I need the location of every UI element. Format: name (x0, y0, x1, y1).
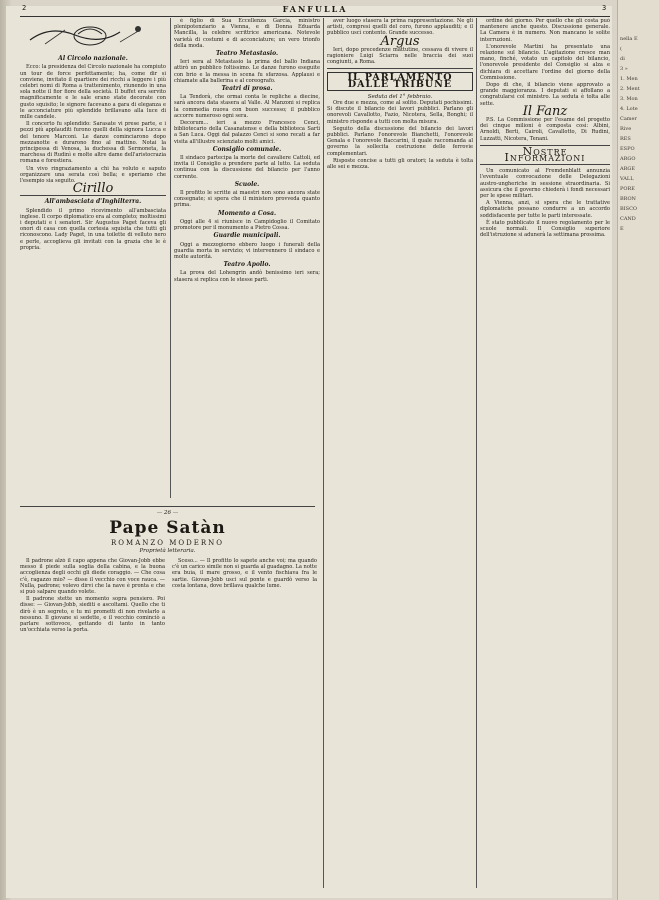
adjacent-page-line: ( (620, 46, 622, 52)
col1-paragraph: Il concerto fu splendido: Sarasate vi prese parte, e i pezzi più applauditi furono quelli della signora Lucca e del tenore Marconi. Le danze cominciarono dopo mezzanotte e durarono fino al mattino. Notai la principessa di Venosa, la duchessa di Sermoneta, la marchesa di Rudinì e molte altre dame dell'aristocrazia romana e forestiera. (20, 121, 166, 165)
adjacent-page-line: CAND (620, 216, 636, 222)
col3-paragraph: Ieri sera al Metastasio la prima del ballo Indiana attirò un pubblico foltissimo. Le danze furono eseguite con brio e la messa in scena fu sfarzosa. Applausi e chiamate alla ballerina e al coreografo. (174, 59, 320, 84)
adjacent-page-line: 3. Mon (620, 96, 638, 102)
adjacent-page-line: BISCO (620, 206, 637, 212)
col5-paragraph: ordine del giorno. Per quello che gli costa può mantenere anche questo. Discussione generale. La Camera è in numero. Non mancano le solite interruzioni. (480, 18, 610, 43)
adjacent-page-line: 4. Lote (620, 106, 638, 112)
adjacent-page-line: Camer (620, 116, 637, 122)
col5-paragraph: P.S. La Commissione per l'esame del progetto dei cinque milioni è composta così: Albini, Arnoldi, Berti, Cairoli, Cavallotto, Di Rudini, Luzzatti, Nicotera, Tenani. (480, 117, 610, 142)
masthead-title: FANFULLA (282, 4, 348, 14)
col3-paragraph: Oggi alle 4 si riunisce in Campidoglio il Comitato promotore per il monumento a Pietro Cossa. (174, 218, 320, 232)
adjacent-page-line: nella E (620, 36, 638, 42)
col3-paragraph: La prova del Lohengrin andò benissimo ieri sera; stasera si replica con le stesse parti. (174, 270, 320, 283)
column-4 (327, 18, 473, 898)
adjacent-page-line: 2. Ment (620, 86, 640, 92)
column-1 (20, 18, 166, 498)
col3-paragraph: è figlio di Sua Eccellenza Garcia, ministro plenipotenziario a Vienna, e di Donna Eduarda Mancilla, la celebre scrittrice americana. Notevole varietà di costumi e di acconciature; un vero trionfo della moda. (174, 18, 320, 49)
adjacent-page-line: 1. Men (620, 76, 638, 82)
col4-paragraph: Ieri, dopo precedenze mattutine, cessava di vivere il ragioniere Luigi Sciarra nelle braccia dei suoi congiunti, a Roma. (327, 46, 473, 66)
adjacent-page-line: 3 » (620, 66, 628, 72)
section-title-momento: Momento a Cosa. (217, 209, 277, 217)
column-rule (323, 18, 324, 888)
col5-paragraph: Un comunicato al Fremdenblatt annunzia l'eventuale convocazione delle Delegazioni austro-ungheriche in sessione straordinaria. Si assicura che il governo chiederà i fondi necessari per le spese militari. (480, 168, 610, 200)
society-column-illustration (20, 20, 166, 50)
adjacent-page-line: ARGE (620, 166, 636, 172)
sitting-date: Seduta del 1° febbraio. (367, 93, 433, 100)
section-title-consiglio: Consiglio comunale. (212, 145, 282, 153)
col5-paragraph: È stato pubblicato il nuovo regolamento per le scuole normali. Il Consiglio superiore dell'istruzione si adunerà la settimana prossima. (480, 219, 610, 239)
parliament-heading: IL PARLAMENTO DALLE TRIBUNE (327, 72, 473, 90)
section-title-apollo: Teatro Apollo. (223, 261, 271, 269)
feuilleton-col-2 (172, 558, 317, 894)
section-title-guardie: Guardie municipali. (213, 232, 281, 240)
adjacent-page-line: VALL (620, 176, 634, 182)
column-5 (480, 18, 610, 898)
col3-paragraph: Il sindaco partecipa la morte del cavaliere Cattoli, ed invita il Consiglio a prendere parte al lutto. La seduta continua con la discussione del bilancio per l'anno corrente. (174, 155, 320, 180)
adjacent-page-line: ARGO (620, 156, 636, 162)
column-rule (476, 18, 477, 888)
col5-paragraph: Dopo di che, il bilancio viene approvato a grande maggioranza. I deputati si affollano a congratularsi col ministro. La seduta è tolta alle sette. (480, 82, 610, 107)
feuilleton-paragraph: Il padrone alzò il capo appena che Giovan-Jobb ebbe messo il piede sulla soglia della cabina, e la buona accoglienza degli occhi gli diede coraggio. — Che cosa c'è, ragazzo mio? — disse il vecchio con voce rauca. — Nulla, padrone; volevo dirvi che la nave è pronta e che si può salpare quando volete. (20, 558, 165, 596)
col3-paragraph: Il profitto le scritte ai maestri non sono ancora state consegnate; si spera che il ministero provveda quanto prima. (174, 190, 320, 209)
feuilleton-paragraph: Il padrone stette un momento sopra pensiero. Poi disse: — Giovan-Jobb, siediti e ascoltami. Quello che ti dirò è un segreto, e tu mi prometti di non rivelarlo a nessuno. Il giovane si sedette, e il vecchio cominciò a parlare sottovoce, gettando di tanto in tanto un'occhiata verso la porta. (20, 596, 165, 634)
adjacent-page-line: E (620, 226, 624, 232)
author-signature: Cirillo (72, 181, 114, 197)
adjacent-page-line: Rive (620, 126, 632, 132)
col5-paragraph: L'onorevole Martini ha presentato una relazione sul bilancio. L'agitazione cresce man mano, finché, votato un capitolo del bilancio, l'onorevole presidente del Consiglio si alza e dichiara di accettare l'ordine del giorno della Commissione. (480, 43, 610, 81)
section-title-scuole: Scuole. (234, 180, 260, 188)
col4-paragraph: Risposte concise a tutti gli oratori; la seduta è tolta alle sei e mezza. (327, 157, 473, 171)
adjacent-page-line: BRON (620, 196, 636, 202)
adjacent-page-line: PORE (620, 186, 635, 192)
col1-paragraph: Splendido il primo ricevimento all'ambasciata inglese. Il corpo diplomatico era al completo; moltissimi i deputati e i senatori. Sir Augustus Paget faceva gli onori di casa con quella cortesia squisita che tutti gli riconoscono. Lady Paget, in una toilette di velluto nero e perle, accoglieva gli invitati con la grazia che le è propria. (20, 207, 166, 251)
page-number-right: 3 (602, 4, 607, 12)
section-title-teatri: Teatri di prosa. (221, 85, 273, 93)
author-signature: Argus (380, 33, 420, 49)
column-rule (170, 18, 171, 498)
column-2 (174, 18, 320, 498)
adjacent-page-line: di (620, 56, 625, 62)
col1-paragraph: Ecco: la presidenza del Circolo nazionale ha compiuto un tour de force perfettamente; ha, come dir si conviene, invitato il quartiere dei ricchi a leggere i più celebri nomi di Roma a trattenimento, riunendo in una sola notte il fior fiore della società. Il buffet era servito magnificamente e le sale erano state decorate con gusto squisito; le signore facevano a gara di eleganza e le acconciature più splendide brillavano alla luce di mille candele. (20, 64, 166, 121)
feuilleton-title: Pape Satàn (109, 518, 226, 538)
adjacent-page-strip (617, 0, 659, 900)
divider (327, 68, 473, 69)
col3-paragraph: La Tendorà, che ormai conta le repliche a diecine, sarà ancora data stasera al Valle. Al Manzoni si replica la commedia nuova con buon successo; il pubblico accorre numeroso ogni sera. (174, 94, 320, 119)
col4-paragraph: Ore due e mezza, come al solito. Deputati pochissimi. Si discute il bilancio dei lavori pubblici. Parlano gli onorevoli Cavallotto, Fazio, Nicotera, Sella, Bonghi; il ministro risponde a tutti con molta misura. (327, 100, 473, 125)
col1-paragraph: Un vivo ringraziamento a chi ha voluto e saputo organizzare una serata così bella; e speriamo che l'esempio sia seguito. (20, 165, 166, 185)
col4-paragraph: Seguito della discussione del bilancio dei lavori pubblici. Parlano l'onorevole Bianchetti, l'onorevole Genala e l'onorevole Baccarini, il quale raccomanda al governo la sollecita costruzione delle ferrovie complementari. (327, 125, 473, 157)
section-title-circolo: Al Circolo nazionale. (58, 55, 128, 63)
feuilleton-col-1 (20, 558, 165, 894)
col4-paragraph: aver luogo stasera la prima rappresentazione. Ne gli artisti, compresi quelli del coro, furono applauditi; e il pubblico uscì contento. Grande successo. (327, 18, 473, 37)
author-signature: Il Fanz (522, 103, 568, 119)
feuilleton-number: — 26 — (156, 510, 179, 516)
section-title-metastasio: Teatro Metastasio. (215, 50, 279, 58)
feuilleton-top-rule (20, 506, 315, 507)
col3-paragraph: Oggi a mezzogiorno ebbero luogo i funerali della guardia morta in servizio; vi intervennero il sindaco e molte autorità. (174, 241, 320, 260)
feuilleton-rights: Proprietà letteraria. (139, 548, 196, 554)
page-number-left: 2 (22, 4, 27, 12)
feuilleton (20, 503, 315, 894)
col3-paragraph: Decorum... ieri a mezzo Francesco Cenci, bibliotecario della Casanatense e della biblioteca Sarti a San Luca. Oggi dal palazzo Cenci si sono recati a far visita all'illustre scienziato molti amici. (174, 120, 320, 145)
col5-paragraph: A Vienna, anzi, si spera che le trattative diplomatiche possano condurre a un accordo soddisfacente per tutte le parti interessate. (480, 200, 610, 219)
news-heading: Nostre Informazioni (504, 144, 586, 165)
masthead (20, 4, 610, 17)
adjacent-page-line: ESPO (620, 146, 635, 152)
feuilleton-paragraph: Sceso... — Il profitto lo sapete anche voi; ma quando c'è un carico simile non si guarda al guadagno. La notte era buia, il mare grosso, e il vento fischiava fra le sartie. Giovan-Jobb usci sul ponte e guardò verso la costa lontana, dove brillava qualche lume. (172, 558, 317, 589)
feuilleton-subtitle: ROMANZO MODERNO (111, 539, 224, 547)
section-title-ambasciata: All'ambasciata d'Inghilterra. (44, 198, 142, 206)
adjacent-page-line: RES (620, 136, 631, 142)
divider (480, 164, 610, 165)
